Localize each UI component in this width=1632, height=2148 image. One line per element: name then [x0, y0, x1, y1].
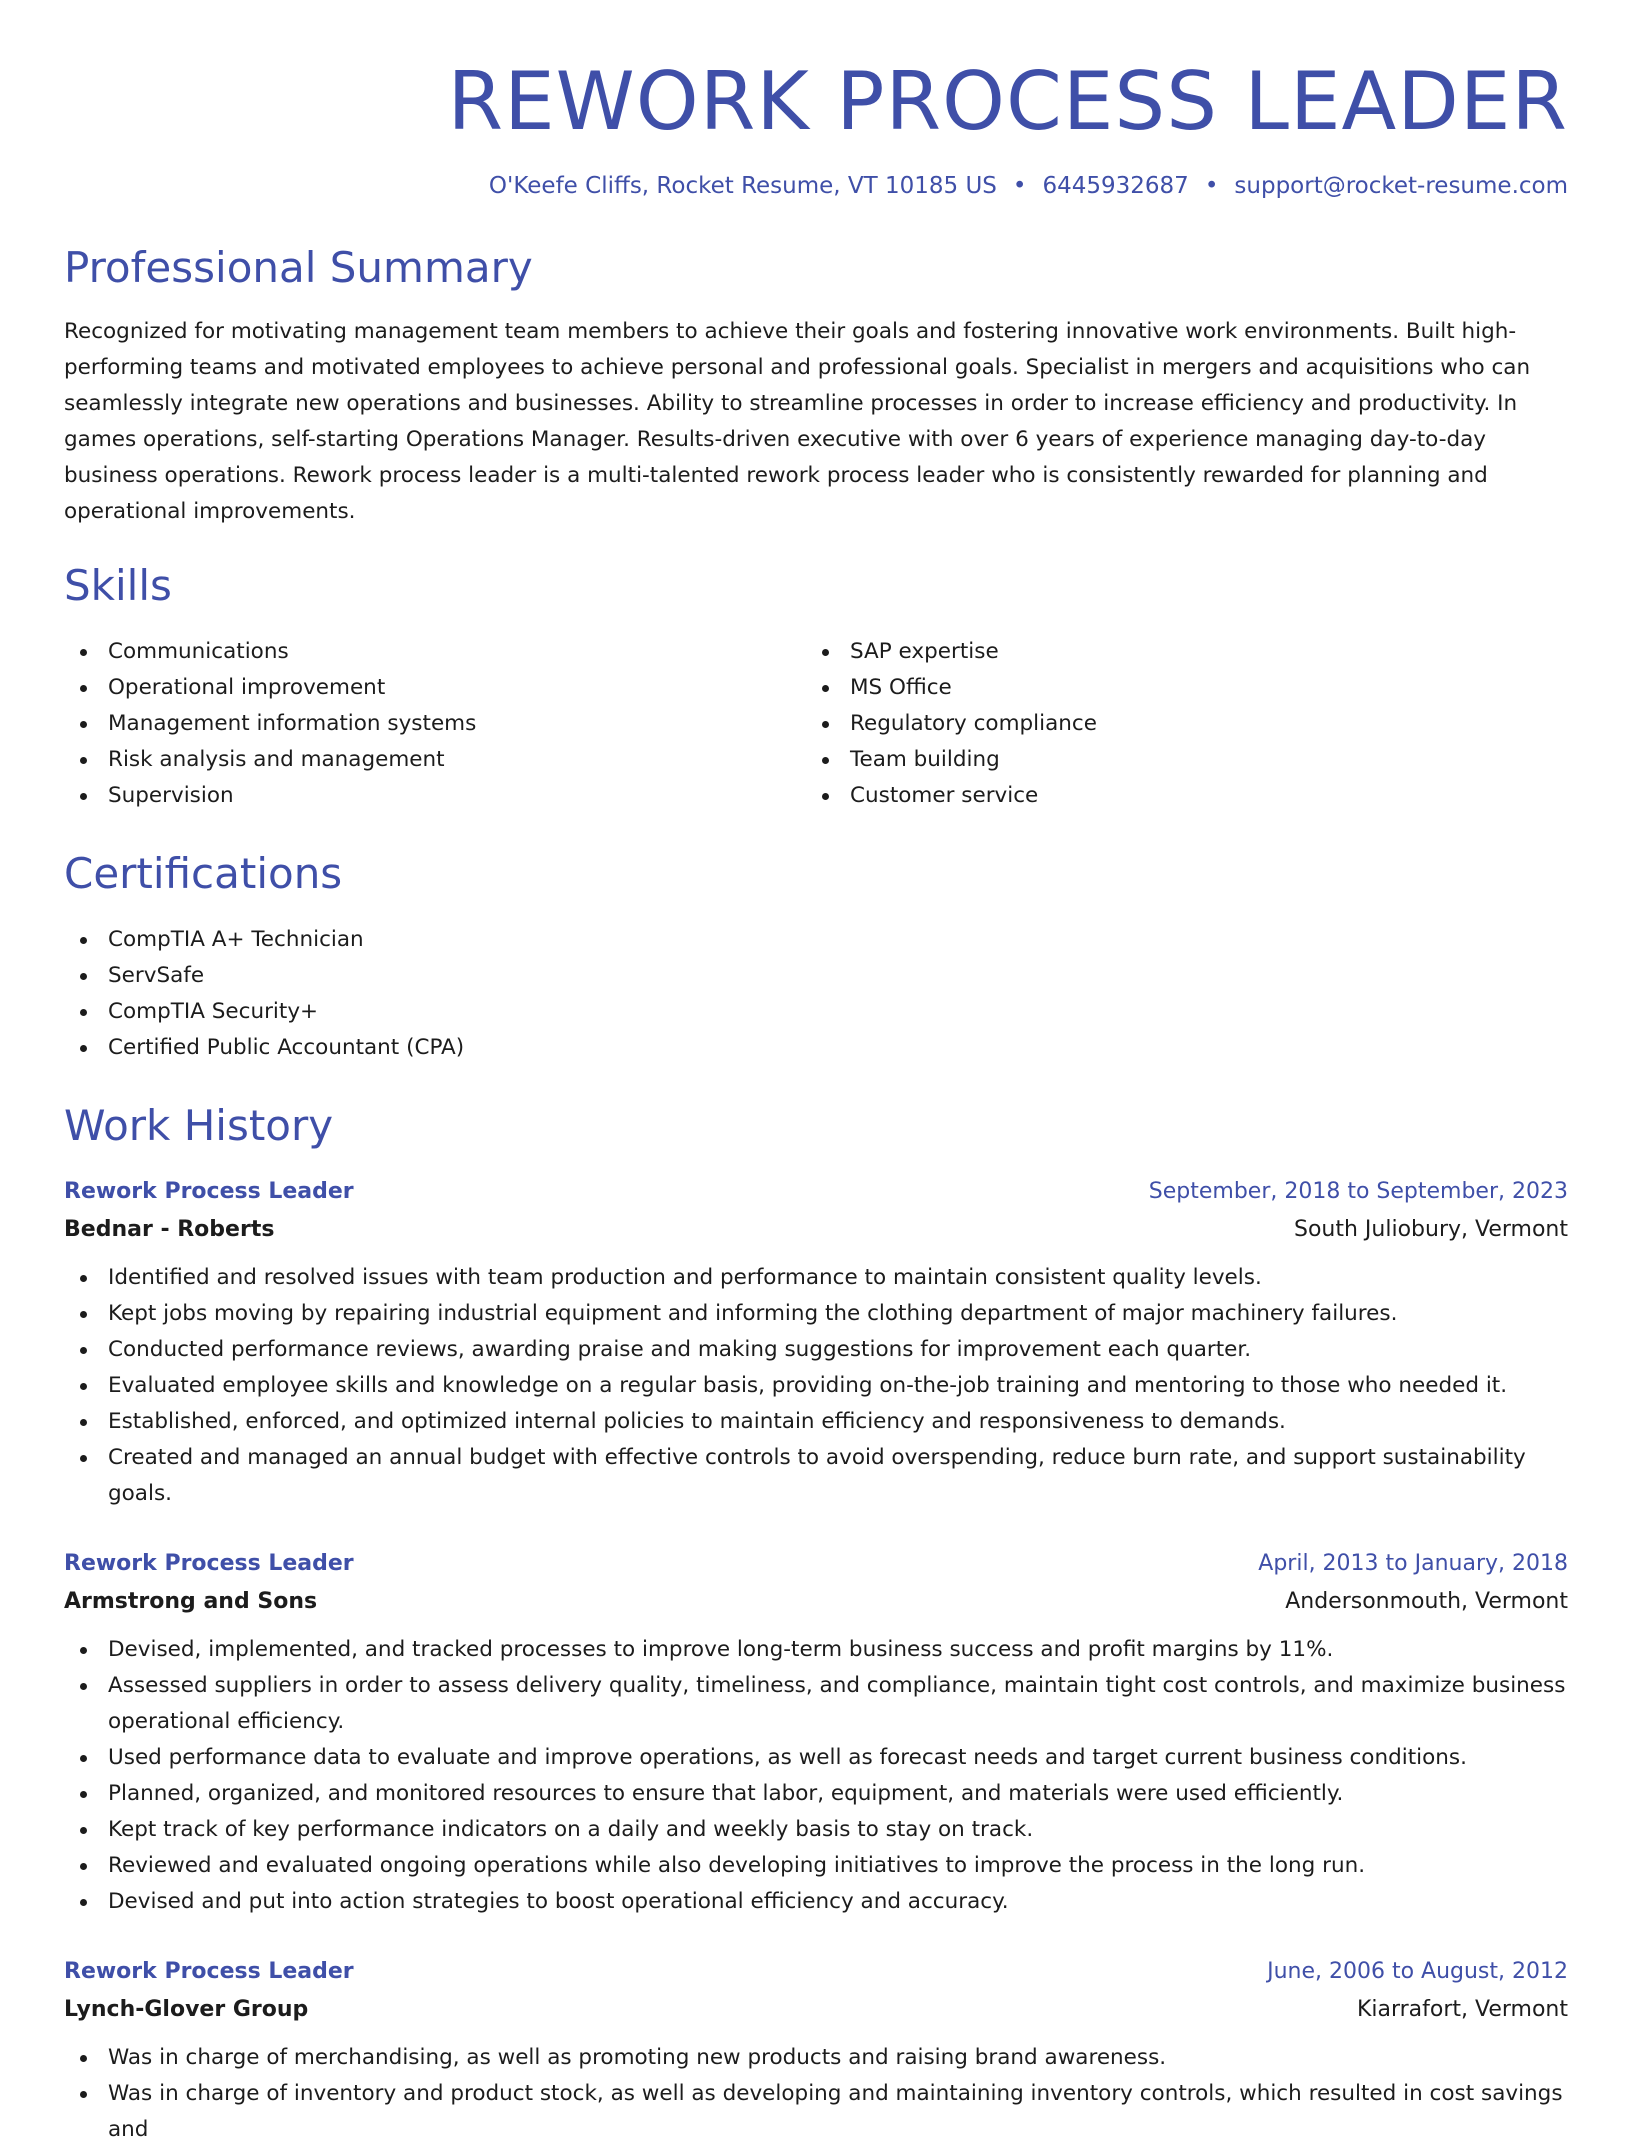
- job-title: Rework Process Leader: [64, 1179, 354, 1204]
- skills-section: [64, 560, 1568, 814]
- job-bullet: [64, 1404, 1568, 1440]
- bullet-icon: [80, 1045, 87, 1052]
- job-bullet-text: Created and managed an annual budget with effective controls to avoid overspending, reduce burn rate, and support sustainability goals.: [108, 1445, 1526, 1506]
- skills-grid: [64, 634, 1568, 814]
- job-dates: June, 2006 to August, 2012: [1267, 1959, 1568, 1984]
- contact-address: O'Keefe Cliffs, Rocket Resume, VT 10185 US: [488, 173, 997, 199]
- job-bullet: [64, 1440, 1568, 1512]
- job-bullet-text: Reviewed and evaluated ongoing operations while also developing initiatives to improve the process in the long run.: [108, 1853, 1366, 1878]
- bullet-icon: [80, 1009, 87, 1016]
- skills-list: [806, 634, 1548, 814]
- job-bullet: [64, 1668, 1568, 1740]
- skill-item: [64, 670, 806, 706]
- job-bullet-text: Was in charge of inventory and product stock, as well as developing and maintaining inventory controls, which resulted in cost savings and: [108, 2081, 1563, 2142]
- bullet-icon: [80, 1755, 87, 1762]
- job-header-row: [64, 1954, 1568, 1990]
- job-location: Kiarrafort, Vermont: [1356, 1997, 1568, 2022]
- skill-item: [64, 778, 806, 814]
- job-bullets: [64, 2040, 1568, 2148]
- skills-heading: Skills: [64, 561, 172, 610]
- job-title: Rework Process Leader: [64, 1959, 354, 1984]
- contact-line: [64, 170, 1568, 202]
- skill-item: [806, 706, 1548, 742]
- certification-label: Certified Public Accountant (CPA): [108, 1035, 465, 1060]
- skill-item: [806, 634, 1548, 670]
- job-entry: [64, 1954, 1568, 2148]
- certification-item: [64, 994, 1568, 1030]
- job-title: Rework Process Leader: [64, 1551, 354, 1576]
- job-bullet: [64, 1848, 1568, 1884]
- skill-label: Supervision: [108, 783, 234, 808]
- job-location: Andersonmouth, Vermont: [1285, 1589, 1568, 1614]
- skill-item: [806, 778, 1548, 814]
- job-bullet-text: Devised, implemented, and tracked processes to improve long-term business success and profit margins by 11%.: [108, 1637, 1334, 1662]
- bullet-icon: [80, 1827, 87, 1834]
- skill-item: [64, 706, 806, 742]
- bullet-icon: [80, 1647, 87, 1654]
- job-bullet-text: Conducted performance reviews, awarding praise and making suggestions for improvement each quarter.: [108, 1337, 1252, 1362]
- job-bullet-text: Planned, organized, and monitored resources to ensure that labor, equipment, and materials were used efficiently.: [108, 1781, 1344, 1806]
- skill-label: SAP expertise: [850, 639, 999, 664]
- work-history-heading: Work History: [64, 1101, 334, 1150]
- contact-separator: •: [1204, 173, 1219, 199]
- contact-email: support@rocket-resume.com: [1234, 173, 1568, 199]
- bullet-icon: [80, 1347, 87, 1354]
- job-company-row: [64, 1990, 1568, 2030]
- bullet-icon: [822, 721, 829, 728]
- job-bullet: [64, 1812, 1568, 1848]
- job-bullets: [64, 1632, 1568, 1920]
- bullet-icon: [822, 685, 829, 692]
- bullet-icon: [80, 1899, 87, 1906]
- job-bullet-text: Established, enforced, and optimized internal policies to maintain efficiency and responsiveness to demands.: [108, 1409, 1286, 1434]
- skill-label: Communications: [108, 639, 289, 664]
- job-company-row: [64, 1582, 1568, 1622]
- certifications-list: [64, 922, 1568, 1066]
- skill-label: Regulatory compliance: [850, 711, 1097, 736]
- skills-list: [64, 634, 806, 814]
- certification-item: [64, 958, 1568, 994]
- certification-label: ServSafe: [108, 963, 205, 988]
- bullet-icon: [80, 1455, 87, 1462]
- job-bullet-text: Kept track of key performance indicators on a daily and weekly basis to stay on track.: [108, 1817, 1034, 1842]
- job-header-row: [64, 1546, 1568, 1582]
- summary-heading: Professional Summary: [64, 243, 533, 292]
- job-bullet: [64, 1776, 1568, 1812]
- skill-label: Risk analysis and management: [108, 747, 445, 772]
- job-company-row: [64, 1210, 1568, 1250]
- job-company: Bednar - Roberts: [64, 1217, 275, 1242]
- job-bullet: [64, 1296, 1568, 1332]
- job-bullet: [64, 1884, 1568, 1920]
- job-company: Lynch-Glover Group: [64, 1997, 309, 2022]
- skill-label: Operational improvement: [108, 675, 386, 700]
- certification-item: [64, 1030, 1568, 1066]
- bullet-icon: [80, 1275, 87, 1282]
- bullet-icon: [80, 937, 87, 944]
- bullet-icon: [80, 685, 87, 692]
- certifications-section: [64, 848, 1568, 1066]
- bullet-icon: [822, 793, 829, 800]
- bullet-icon: [80, 1383, 87, 1390]
- contact-phone: 6445932687: [1042, 173, 1189, 199]
- bullet-icon: [80, 793, 87, 800]
- bullet-icon: [822, 757, 829, 764]
- job-bullet-text: Used performance data to evaluate and improve operations, as well as forecast needs and target current business conditions.: [108, 1745, 1467, 1770]
- job-dates: September, 2018 to September, 2023: [1148, 1179, 1568, 1204]
- job-bullet-text: Devised and put into action strategies to boost operational efficiency and accuracy.: [108, 1889, 1009, 1914]
- bullet-icon: [80, 757, 87, 764]
- skill-label: Management information systems: [108, 711, 477, 736]
- skill-item: [806, 670, 1548, 706]
- skill-label: Customer service: [850, 783, 1039, 808]
- certification-label: CompTIA Security+: [108, 999, 319, 1024]
- job-company: Armstrong and Sons: [64, 1589, 318, 1614]
- job-bullet: [64, 1740, 1568, 1776]
- job-bullet-text: Evaluated employee skills and knowledge on a regular basis, providing on-the-job training and mentoring to those who needed it.: [108, 1373, 1508, 1398]
- job-bullet: [64, 2076, 1568, 2148]
- job-bullet-text: Kept jobs moving by repairing industrial equipment and informing the clothing department of major machinery failures.: [108, 1301, 1398, 1326]
- job-bullet: [64, 1260, 1568, 1296]
- skill-label: Team building: [850, 747, 1000, 772]
- bullet-icon: [80, 1311, 87, 1318]
- work-history-section: [64, 1100, 1568, 2148]
- bullet-icon: [80, 2055, 87, 2062]
- resume-header: [64, 54, 1568, 202]
- job-header-row: [64, 1174, 1568, 1210]
- skill-label: MS Office: [850, 675, 952, 700]
- bullet-icon: [80, 1791, 87, 1798]
- certification-label: CompTIA A+ Technician: [108, 927, 364, 952]
- job-bullet: [64, 1332, 1568, 1368]
- bullet-icon: [80, 973, 87, 980]
- skill-item: [64, 634, 806, 670]
- summary-text: Recognized for motivating management team members to achieve their goals and fostering innovative work environments. Built high-performing teams and motivated employees to achieve personal and professional goals. Specialist in mergers and acquisitions who can seamlessly integrate new operations and businesses. Ability to streamline processes in order to increase efficiency and productivity. In games operations, self-starting Operations Manager. Results-driven executive with over 6 years of experience managing day-to-day business operations. Rework process leader is a multi-talented rework process leader who is consistently rewarded for planning and operational improvements.: [64, 319, 1531, 524]
- bullet-icon: [822, 649, 829, 656]
- job-bullet: [64, 2040, 1568, 2076]
- job-bullet: [64, 1632, 1568, 1668]
- certification-item: [64, 922, 1568, 958]
- job-bullets: [64, 1260, 1568, 1512]
- contact-separator: •: [1012, 173, 1027, 199]
- bullet-icon: [80, 649, 87, 656]
- bullet-icon: [80, 1419, 87, 1426]
- job-location: South Juliobury, Vermont: [1293, 1217, 1568, 1242]
- bullet-icon: [80, 2091, 87, 2098]
- skill-item: [64, 742, 806, 778]
- bullet-icon: [80, 721, 87, 728]
- skills-column-left: [64, 634, 806, 814]
- job-bullet-text: Identified and resolved issues with team production and performance to maintain consistent quality levels.: [108, 1265, 1262, 1290]
- job-bullet-text: Was in charge of merchandising, as well as promoting new products and raising brand awareness.: [108, 2045, 1167, 2070]
- job-bullet-text: Assessed suppliers in order to assess delivery quality, timeliness, and compliance, maintain tight cost controls, and maximize business operational efficiency.: [108, 1673, 1566, 1734]
- summary-section: [64, 242, 1568, 530]
- skills-column-right: [806, 634, 1548, 814]
- bullet-icon: [80, 1683, 87, 1690]
- job-bullet: [64, 1368, 1568, 1404]
- job-dates: April, 2013 to January, 2018: [1258, 1551, 1568, 1576]
- certifications-heading: Certifications: [64, 849, 343, 898]
- job-entry: [64, 1546, 1568, 1920]
- candidate-title: REWORK PROCESS LEADER: [447, 55, 1568, 148]
- job-entry: [64, 1174, 1568, 1512]
- bullet-icon: [80, 1863, 87, 1870]
- skill-item: [806, 742, 1548, 778]
